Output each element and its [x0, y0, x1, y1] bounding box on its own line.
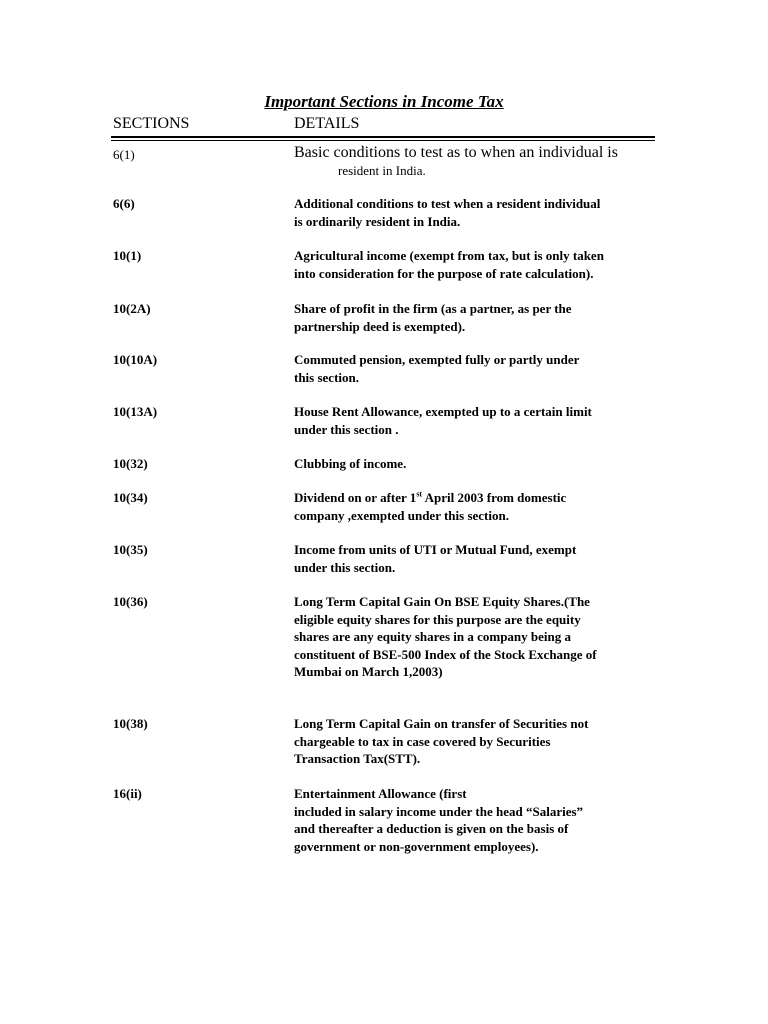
- detail-line: Share of profit in the firm (as a partner, as per the: [294, 301, 572, 316]
- detail-line: Long Term Capital Gain on transfer of Securities not: [294, 716, 589, 731]
- detail-line: government or non-government employees).: [294, 838, 539, 854]
- detail-line: resident in India.: [338, 163, 426, 178]
- section-details: [294, 300, 666, 335]
- section-number: 10(34): [113, 490, 148, 505]
- detail-line: included in salary income under the head “Salaries”: [294, 803, 584, 819]
- header-rule-thick: [111, 136, 655, 138]
- detail-line: and thereafter a deduction is given on the basis of: [294, 821, 569, 836]
- section-number: 6(1): [113, 147, 135, 162]
- detail-line: into consideration for the purpose of rate calculation).: [294, 265, 594, 281]
- detail-line: under this section .: [294, 421, 399, 437]
- section-number: 10(38): [113, 716, 148, 731]
- sections-column-header: SECTIONS: [113, 115, 190, 132]
- section-details: [294, 785, 666, 855]
- detail-line: partnership deed is exempted).: [294, 318, 466, 334]
- detail-line: [294, 489, 666, 507]
- detail-line: Additional conditions to test when a resident individual: [294, 196, 601, 211]
- detail-line: chargeable to tax in case covered by Securities: [294, 733, 551, 749]
- section-details: [294, 593, 666, 681]
- detail-line: Clubbing of income.: [294, 456, 407, 471]
- detail-line: Basic conditions to test as to when an individual is: [294, 144, 618, 161]
- section-number: 10(2A): [113, 301, 151, 316]
- detail-line: constituent of BSE-500 Index of the Stock Exchange of: [294, 646, 597, 662]
- page-title: Important Sections in Income Tax: [264, 92, 504, 111]
- section-details: [294, 541, 666, 576]
- detail-text: April 2003 from domestic: [422, 490, 567, 505]
- section-number: 10(36): [113, 594, 148, 609]
- section-number: 10(10A): [113, 352, 158, 367]
- header-rule-thin: [111, 140, 655, 141]
- detail-line: Mumbai on March 1,2003): [294, 664, 443, 679]
- ordinal-suffix: st: [416, 489, 423, 499]
- detail-line: this section.: [294, 369, 359, 385]
- detail-line: Transaction Tax(STT).: [294, 751, 421, 766]
- section-details: [294, 403, 666, 438]
- section-details: [294, 489, 666, 524]
- section-details: [294, 715, 666, 768]
- section-details: [294, 144, 666, 180]
- detail-line: Agricultural income (exempt from tax, but is only taken: [294, 248, 604, 263]
- section-number: 10(1): [113, 248, 142, 263]
- section-number: 10(35): [113, 542, 148, 557]
- detail-text: Dividend on or after 1: [294, 490, 417, 505]
- detail-line: Commuted pension, exempted fully or partly under: [294, 352, 580, 367]
- section-details: [294, 351, 666, 386]
- details-column-header: DETAILS: [294, 115, 360, 132]
- detail-line: shares are any equity shares in a company being a: [294, 629, 572, 644]
- detail-line: Entertainment Allowance (first: [294, 786, 467, 801]
- detail-line: eligible equity shares for this purpose are the equity: [294, 611, 581, 627]
- section-number: 6(6): [113, 196, 135, 211]
- section-number: 10(13A): [113, 404, 158, 419]
- detail-line: under this section.: [294, 559, 396, 575]
- section-number: 16(ii): [113, 786, 142, 801]
- section-number: 10(32): [113, 456, 148, 471]
- detail-line: Long Term Capital Gain On BSE Equity Shares.(The: [294, 594, 590, 609]
- detail-line: is ordinarily resident in India.: [294, 213, 461, 229]
- detail-line: Income from units of UTI or Mutual Fund, exempt: [294, 542, 577, 557]
- section-details: [294, 455, 666, 473]
- detail-line: company ,exempted under this section.: [294, 507, 509, 523]
- section-details: [294, 247, 666, 282]
- section-details: [294, 195, 666, 230]
- detail-line: House Rent Allowance, exempted up to a certain limit: [294, 404, 592, 419]
